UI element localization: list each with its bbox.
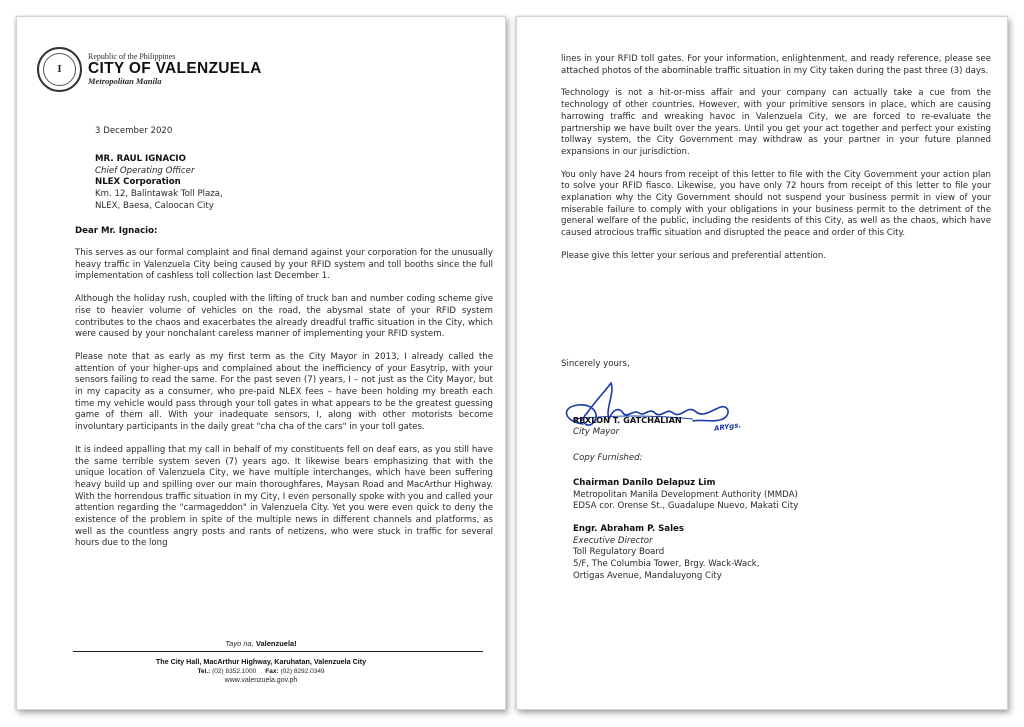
cc-recipient (573, 524, 760, 583)
recipient-name: MR. RAUL IGNACIO (95, 154, 186, 164)
recipient-address-block (95, 154, 223, 213)
city-name: CITY OF VALENZUELA (88, 60, 262, 78)
paragraph: You only have 24 hours from receipt of this letter to file with the City Government your action plan to solve your RFID fiasco. Likewise, you have only 72 hours from receipt of this letter to file your explanation why the City Government should not suspend your business permit in view of your miserable failure to comply with your obligations in your business permit to the detriment of the general welfare of the public, including the residents of this City, as well as the chaos, which have caused atrocious traffic situation and disrupted the peace and order of this City. (561, 169, 991, 239)
letter-page-2 (516, 16, 1008, 710)
paragraph: Please note that as early as my first term as the City Mayor in 2013, I already called the attention of your higher-ups and complained about the inefficiency of your Easytrip, with your sensors failing to read the same. For the past seven (7) years, I – not just as the City Mayor, but in my capacity as a consumer, who pre-paid NLEX fees – have been holding my breath each time my vehicle would pass through your toll gates in what appears to be the greatest guessing game of them all. With your inadequate sensors, I, along with other motorists become involuntary participants in the daily great "cha cha of the cars" in your toll gates. (75, 351, 493, 433)
republic-label: Republic of the Philippines (88, 51, 176, 61)
paragraph: Although the holiday rush, coupled with the lifting of truck ban and number coding scheme give rise to heavier volume of vehicles on the road, the abysmal state of your RFID system contributes to the chaos and exacerbates the already dreadful traffic situation in the City, which were caused by your nonchalant careless manner of implementing your RFID system. (75, 294, 493, 340)
copy-furnished-label: Copy Furnished: (573, 453, 643, 463)
footer-address: The City Hall, MacArthur Highway, Karuhatan, Valenzuela City (155, 657, 367, 666)
letter-page-1 (16, 16, 506, 710)
recipient-company: NLEX Corporation (95, 177, 181, 188)
recipient-address-line: Km. 12, Balintawak Toll Plaza, (95, 189, 223, 200)
paragraph: Technology is not a hit-or-miss affair and your company can actually take a cue from the technology of other countries. However, with your primitive sensors in place, which are causing harrowing traffic and wreaking havoc in Valenzuela City, we are forced to re-evaluate the partnership we have built over the years. Until you get your act together and perfect your existing tollway system, the City Government may withdraw as your partner in your future planned expansions in our jurisdiction. (561, 88, 991, 157)
cc-line: Toll Regulatory Board (573, 547, 665, 558)
cc-line: 5/F, The Columbia Tower, Brgy. Wack-Wack, (573, 559, 760, 570)
closing: Sincerely yours, (561, 359, 630, 369)
letter-body-page-1 (75, 248, 493, 561)
paragraph: lines in your RFID toll gates. For your information, enlightenment, and ready reference, please see attached photos of the abominable traffic situation in my City taken during the past three (3) days. (561, 54, 991, 76)
paragraph: Please give this letter your serious and preferential attention. (561, 250, 827, 261)
footer-divider (73, 651, 483, 652)
letter-body-page-2 (561, 54, 991, 274)
recipient-address-line: NLEX, Baesa, Caloocan City (95, 200, 214, 211)
signer-title: City Mayor (573, 427, 620, 437)
initials: ARYgs. (713, 421, 742, 433)
paragraph: It is indeed appalling that my call in behalf of my constituents fell on deaf ears, as you still have the same terrible system seven (7) years ago. It likewise bears emphasizing that with the unique location of Valenzuela City, we have multiple interchanges, which have been suffering heavy build up and spilling over our main thoroughfares, Maysan Road and MacArthur Highway. With the horrendous traffic situation in my City, I even personally spoke with you and called your attention regarding the "carmageddon" in Valenzuela City. Yet you were even quick to deny the existence of the problem in spite of the multiple news in different channels and platforms, as well as the countless angry posts and rants of netizens, who were stuck in traffic for several hours due to the long (75, 444, 493, 549)
letter-date: 3 December 2020 (95, 126, 173, 136)
recipient-title: Chief Operating Officer (95, 165, 195, 176)
city-seal-icon: I (37, 47, 82, 92)
footer-website: www.valenzuela.gov.ph (224, 677, 298, 684)
region-label: Metropolitan Manila (88, 76, 162, 87)
cc-title: Executive Director (573, 535, 653, 546)
cc-name: Engr. Abraham P. Sales (573, 524, 684, 534)
signer-name: REXLON T. GATCHALIAN (573, 415, 682, 425)
cc-name: Chairman Danilo Delapuz Lim (573, 478, 716, 488)
salutation: Dear Mr. Ignacio: (75, 226, 158, 236)
footer-tagline: Tayo na, Valenzuela! (225, 639, 297, 648)
footer-contact: Tel.: (02) 8352.1000 Fax: (02) 8292.0349 (197, 667, 325, 675)
paragraph: This serves as our formal complaint and final demand against your corporation for the unusually heavy traffic in Valenzuela City being caused by your RFID system and toll booths since the full implementation of cashless toll collection last December 1. (75, 248, 493, 282)
cc-line: EDSA cor. Orense St., Guadalupe Nuevo, Makati City (573, 501, 799, 512)
letterhead (37, 47, 262, 92)
letter-footer (17, 657, 505, 686)
cc-line: Ortigas Avenue, Mandaluyong City (573, 570, 722, 581)
cc-line: Metropolitan Manila Development Authority (MMDA) (573, 489, 798, 500)
cc-recipient (573, 478, 798, 513)
